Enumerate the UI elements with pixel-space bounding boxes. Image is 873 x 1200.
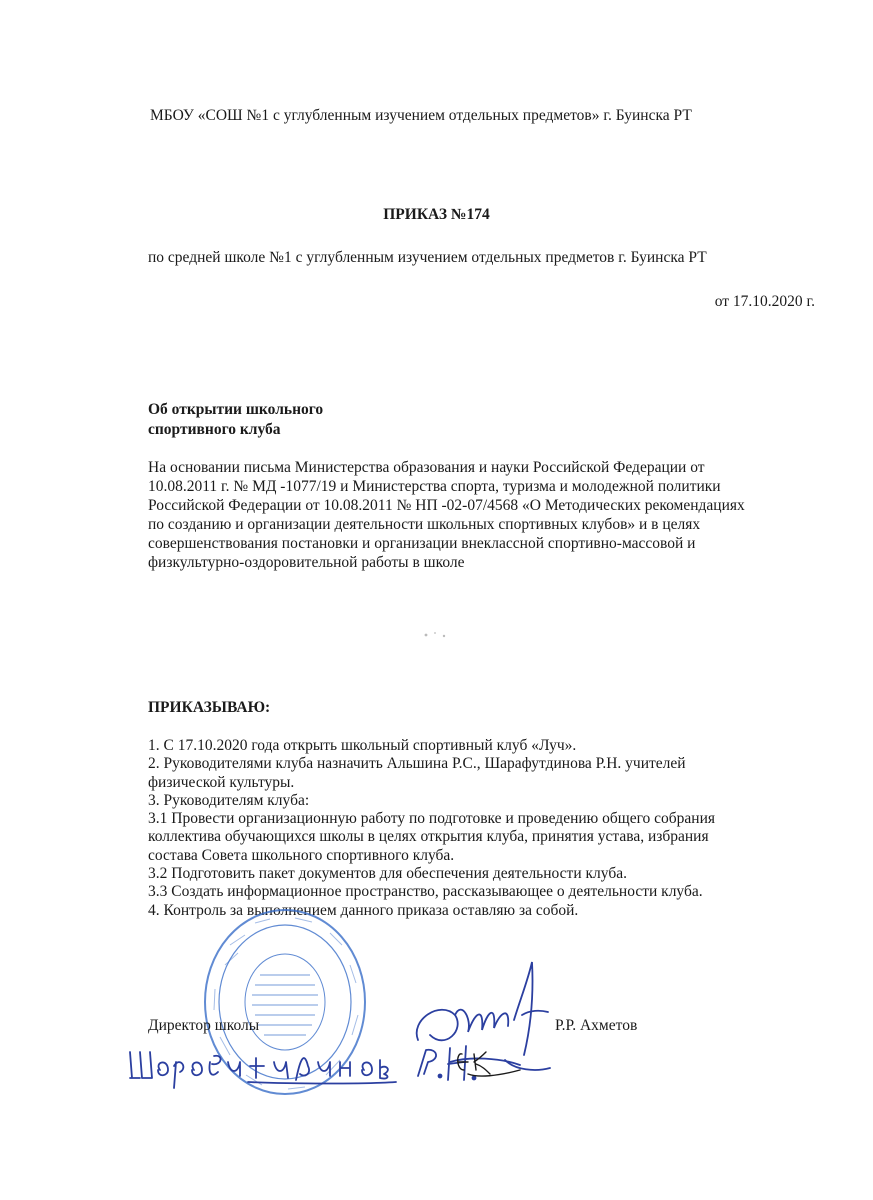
preamble	[148, 458, 828, 572]
order-item-line: 2. Руководителями клуба назначить Альшина Р.С., Шарафутдинова Р.Н. учителей	[148, 755, 686, 773]
signature-role: Директор школы	[148, 1017, 260, 1034]
order-title: ПРИКАЗ №174	[383, 206, 490, 223]
school-header: МБОУ «СОШ №1 с углубленным изучением отдельных предметов» г. Буинска РТ	[150, 107, 692, 124]
order-item-line: 3.2 Подготовить пакет документов для обеспечения деятельности клуба.	[148, 865, 627, 883]
handwritten-acknowledgement	[128, 1040, 528, 1090]
preamble-line: физкультурно-оздоровительной работы в школе	[148, 554, 465, 571]
preamble-line: по созданию и организации деятельности школьных спортивных клубов» и в целях	[148, 516, 701, 533]
order-date: от 17.10.2020 г.	[714, 293, 815, 310]
order-item-line: физической культуры.	[148, 773, 295, 791]
preamble-line: На основании письма Министерства образования и науки Российской Федерации от	[148, 459, 705, 476]
preamble-line: Российской Федерации от 10.08.2011 № НП -02-07/4568 «О Методических рекомендациях	[148, 497, 745, 514]
order-item-line: 4. Контроль за выполнением данного приказа оставляю за собой.	[148, 901, 579, 919]
order-item-line: 3.1 Провести организационную работу по подготовке и проведению общего собрания	[148, 810, 716, 828]
order-item-line: 1. С 17.10.2020 года открыть школьный спортивный клуб «Луч».	[148, 737, 577, 754]
order-item-line: состава Совета школьного спортивного клуба.	[148, 846, 455, 864]
order-item-line: коллектива обучающихся школы в целях открытия клуба, принятия устава, избрания	[148, 828, 709, 846]
order-item-line: 3. Руководителям клуба:	[148, 791, 310, 809]
order-subtitle: по средней школе №1 с углубленным изучением отдельных предметов г. Буинска РТ	[148, 249, 707, 266]
subject-line: Об открытии школьного	[148, 401, 324, 418]
signature-name: Р.Р. Ахметов	[555, 1017, 638, 1034]
order-item-line: 3.3 Создать информационное пространство, рассказывающее о деятельности клуба.	[148, 883, 703, 901]
preamble-line: 10.08.2011 г. № МД -1077/19 и Министерства спорта, туризма и молодежной политики	[148, 478, 721, 495]
subject-line: спортивного клуба	[148, 421, 281, 438]
preamble-line: совершенствования постановки и организации внеклассной спортивно-массовой и	[148, 535, 696, 552]
scan-smudge	[420, 628, 450, 642]
order-word: ПРИКАЗЫВАЮ:	[148, 699, 271, 716]
order-subject	[148, 400, 323, 440]
order-items	[148, 737, 838, 920]
